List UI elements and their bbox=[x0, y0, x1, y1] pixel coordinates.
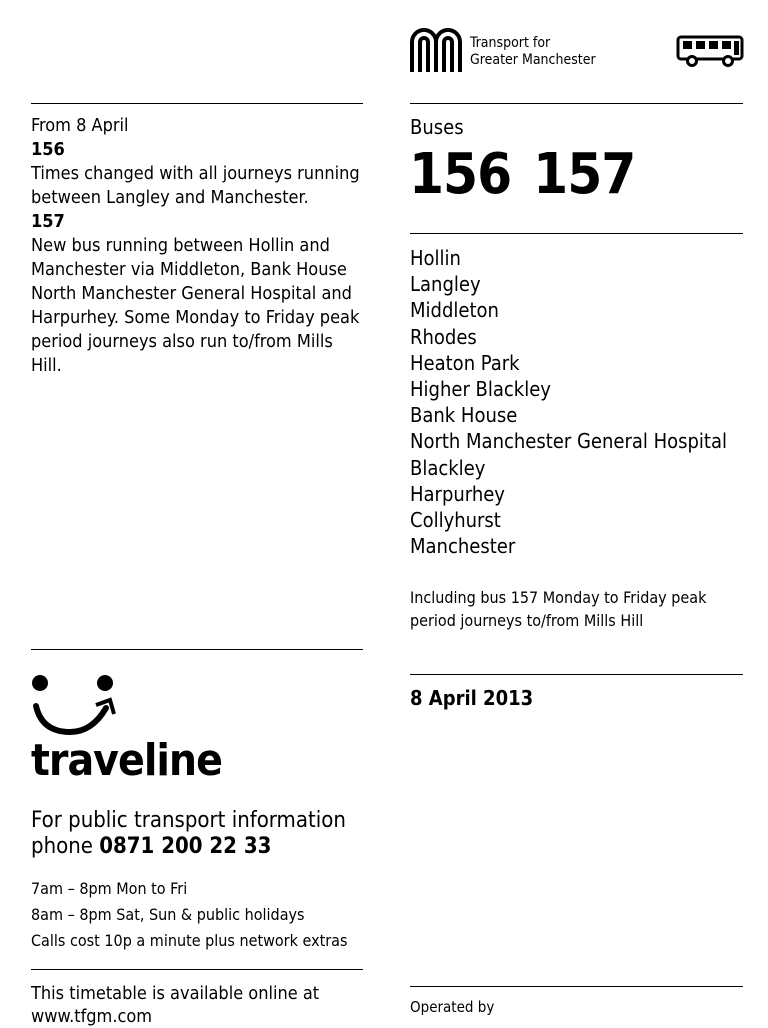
org-name-line1: Transport for bbox=[470, 35, 551, 51]
peak-note: Including bus 157 Monday to Friday peak period journeys to/from Mills Hill bbox=[410, 588, 707, 630]
stop-item: Collyhurst bbox=[410, 508, 501, 533]
org-name-line2: Greater Manchester bbox=[470, 52, 596, 68]
stop-item: Langley bbox=[410, 272, 481, 297]
org-name bbox=[470, 35, 596, 69]
online-text: This timetable is available online at bbox=[31, 983, 320, 1004]
bus-icon bbox=[676, 35, 744, 67]
divider bbox=[31, 649, 363, 650]
stop-list bbox=[410, 245, 727, 559]
tfgm-m-logo-icon bbox=[409, 26, 463, 74]
stop-item: Bank House bbox=[410, 403, 518, 428]
divider bbox=[31, 103, 363, 104]
divider bbox=[410, 103, 743, 104]
stop-item: Middleton bbox=[410, 298, 499, 323]
stop-item: Rhodes bbox=[410, 324, 477, 349]
website-link[interactable]: www.tfgm.com bbox=[31, 1006, 153, 1027]
phone-line bbox=[31, 834, 346, 860]
route-number: 156 bbox=[409, 142, 512, 207]
stop-item: Heaton Park bbox=[410, 350, 520, 375]
notice-from: From 8 April bbox=[31, 115, 129, 136]
traveline-info bbox=[31, 808, 346, 860]
hours-line: 7am – 8pm Mon to Fri bbox=[31, 879, 188, 898]
stop-item: Manchester bbox=[410, 534, 516, 559]
online-info bbox=[31, 982, 319, 1028]
phone-prefix: phone bbox=[31, 834, 100, 859]
stop-item: Harpurhey bbox=[410, 481, 505, 506]
notice-route-157: 157 bbox=[31, 211, 65, 232]
stop-item: Higher Blackley bbox=[410, 377, 551, 402]
stop-item: North Manchester General Hospital bbox=[410, 429, 728, 454]
divider bbox=[31, 969, 363, 970]
operated-by-label: Operated by bbox=[410, 998, 495, 1016]
change-notice bbox=[31, 114, 363, 378]
opening-hours bbox=[31, 876, 347, 954]
effective-date: 8 April 2013 bbox=[410, 686, 534, 710]
divider bbox=[410, 986, 743, 987]
info-line: For public transport information bbox=[31, 808, 346, 833]
hours-line: 8am – 8pm Sat, Sun & public holidays bbox=[31, 905, 305, 924]
buses-label: Buses bbox=[410, 115, 464, 139]
stop-item: Blackley bbox=[410, 455, 486, 480]
notice-route-156-text: Times changed with all journeys running between Langley and Manchester. bbox=[31, 163, 360, 208]
phone-number: 0871 200 22 33 bbox=[99, 834, 272, 859]
smiley-icon bbox=[30, 672, 120, 738]
notice-route-157-text: New bus running between Hollin and Manchester via Middleton, Bank House North Manchester General Hospital and Harpurhey. Some Monday to Friday peak period journeys also run to/from Mills Hill. bbox=[31, 235, 360, 376]
route-number: 157 bbox=[533, 142, 636, 207]
stop-item: Hollin bbox=[410, 246, 461, 270]
hours-line: Calls cost 10p a minute plus network extras bbox=[31, 931, 348, 950]
divider bbox=[410, 674, 743, 675]
traveline-wordmark: traveline bbox=[31, 735, 222, 786]
notice-route-156: 156 bbox=[31, 139, 65, 160]
divider bbox=[410, 233, 743, 234]
route-numbers bbox=[409, 142, 635, 207]
